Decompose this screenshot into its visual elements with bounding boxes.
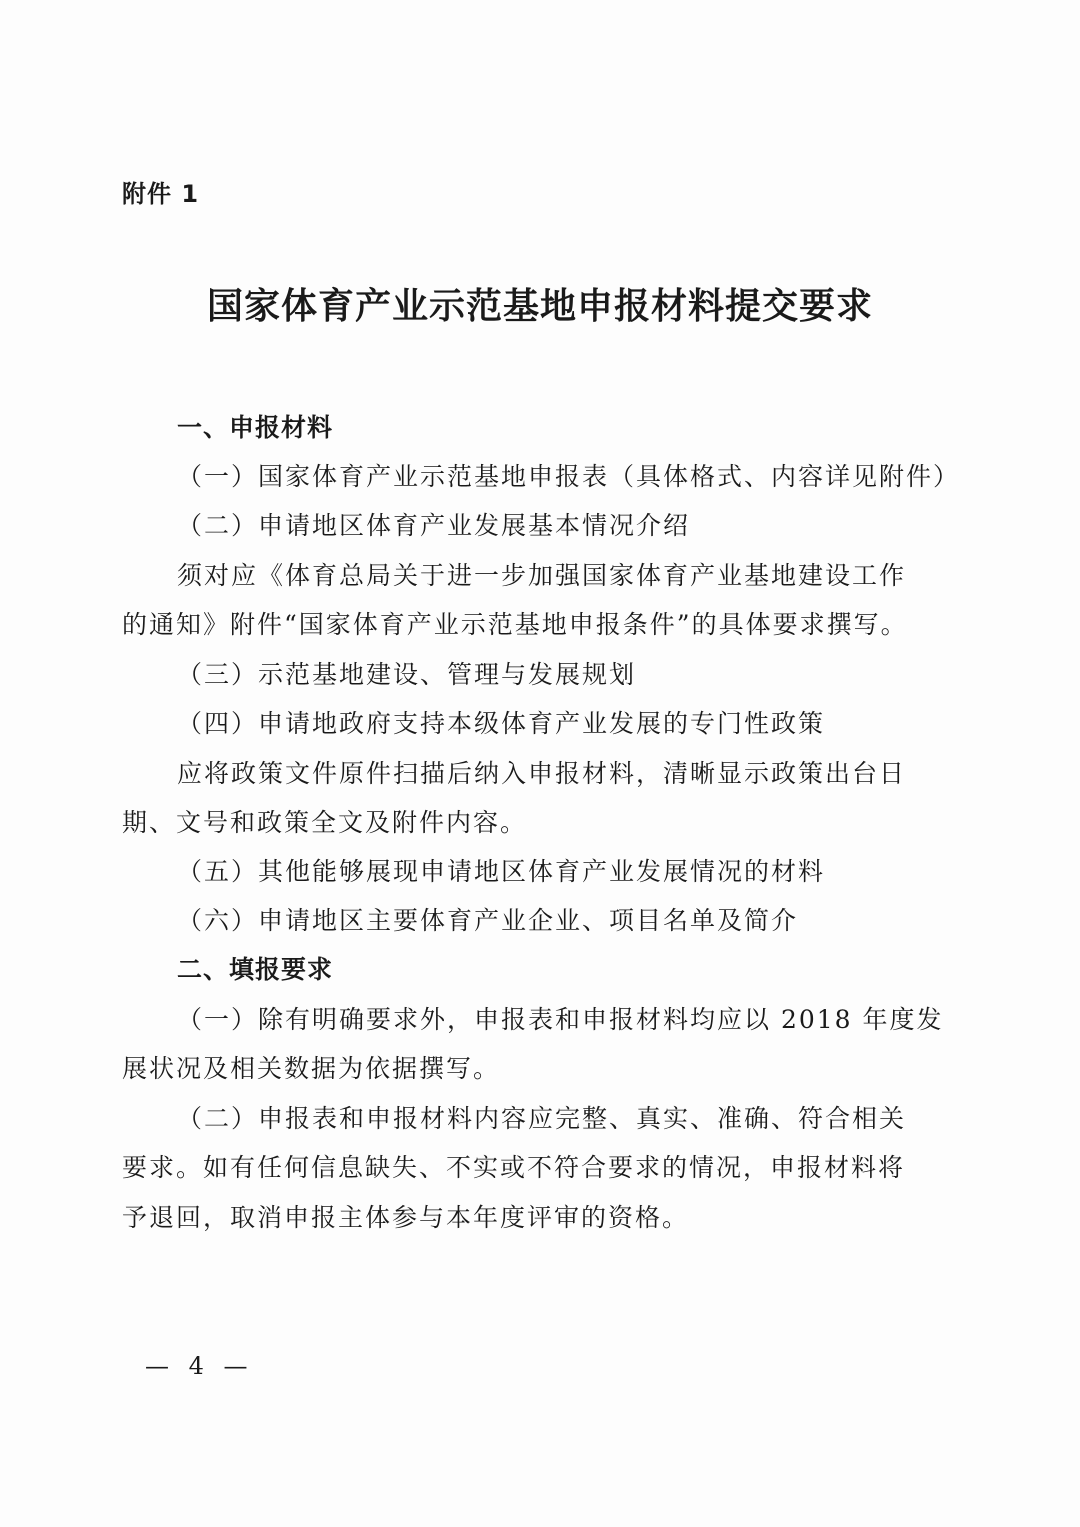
paragraph-line: 的通知》附件“国家体育产业示范基地申报条件”的具体要求撰写。 — [122, 610, 908, 639]
section-heading-materials: 一、申报材料 — [177, 413, 334, 442]
paragraph-line: （二）申请地区体育产业发展基本情况介绍 — [177, 511, 691, 540]
paragraph-line: （六）申请地区主要体育产业企业、项目名单及简介 — [177, 906, 799, 935]
paragraph-line: 展状况及相关数据为依据撰写。 — [122, 1054, 501, 1083]
paragraph-line: 须对应《体育总局关于进一步加强国家体育产业基地建设工作 — [177, 561, 907, 590]
paragraph-line: 予退回，取消申报主体参与本年度评审的资格。 — [122, 1203, 690, 1232]
section-heading-requirements: 二、填报要求 — [177, 955, 334, 984]
paragraph-line: （二）申报表和申报材料内容应完整、真实、准确、符合相关 — [177, 1104, 907, 1133]
document-title: 国家体育产业示范基地申报材料提交要求 — [206, 285, 873, 327]
page-number: — 4 — — [145, 1352, 254, 1380]
attachment-label: 附件 1 — [122, 180, 200, 208]
paragraph-line: 要求。如有任何信息缺失、不实或不符合要求的情况，申报材料将 — [122, 1153, 906, 1182]
paragraph-line: （四）申请地政府支持本级体育产业发展的专门性政策 — [177, 709, 826, 738]
paragraph-line: （五）其他能够展现申请地区体育产业发展情况的材料 — [177, 857, 826, 886]
paragraph-line: （一）国家体育产业示范基地申报表（具体格式、内容详见附件） — [177, 462, 961, 491]
paragraph-line: 期、文号和政策全文及附件内容。 — [122, 808, 528, 837]
paragraph-line: （三）示范基地建设、管理与发展规划 — [177, 660, 637, 689]
paragraph-line: （一）除有明确要求外，申报表和申报材料均应以 2018 年度发 — [177, 1005, 944, 1034]
paragraph-line: 应将政策文件原件扫描后纳入申报材料，清晰显示政策出台日 — [177, 759, 907, 788]
